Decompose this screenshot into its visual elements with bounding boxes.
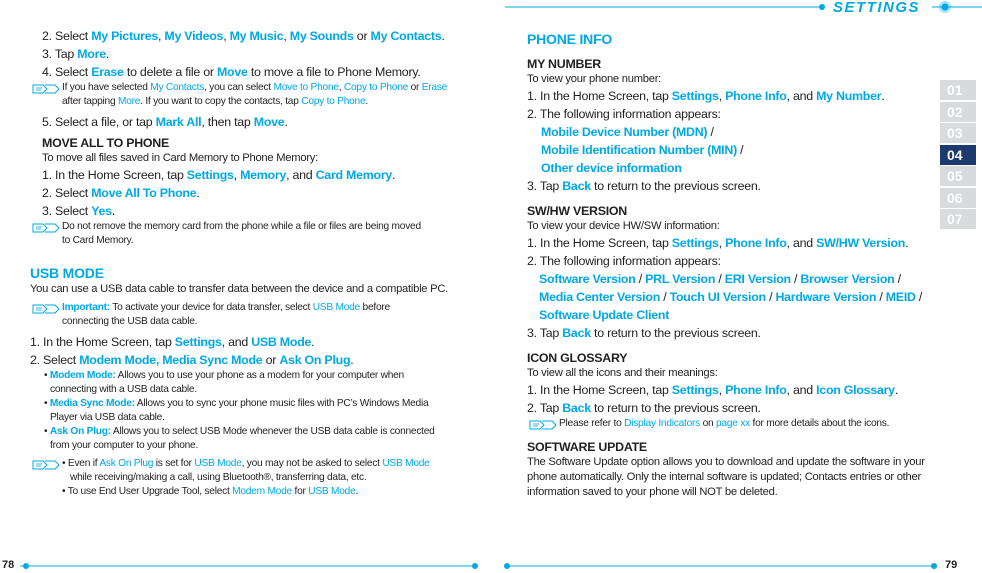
note-usb-tips: • Even if Ask On Plug is set for USB Mode, you may not be asked to select USB Mode while receiving/making a call, using Bluetooth®, transferring data, etc. • To use End User Upgrade Tool, select Modem Mode for USB Mode. xyxy=(30,457,450,499)
bullet-media-sync-mode: • Media Sync Mode: Allows you to sync your phone music files with PC’s Windows Media Player via USB data cable. xyxy=(44,398,429,423)
icon-glossary-step-2: 2. Tap Back to return to the previous screen. xyxy=(527,401,761,415)
note-icon xyxy=(529,418,557,432)
bullet-modem-mode: • Modem Mode: Allows you to use your phone as a modem for your computer when connecting with a USB data cable. xyxy=(44,370,404,395)
chapter-tab-06[interactable]: 06 xyxy=(940,188,976,208)
display-indicators-link[interactable]: Display Indicators xyxy=(624,418,700,429)
note-icon xyxy=(32,458,60,472)
bullet-ask-on-plug: • Ask On Plug: Allows you to select USB Mode whenever the USB data cable is connected from your computer to your phone. xyxy=(44,426,435,451)
swhw-items-line-3: Software Update Client xyxy=(539,308,670,322)
swhw-intro: To view your device HW/SW information: xyxy=(527,220,720,232)
move-all-step-1: 1. In the Home Screen, tap Settings, Memory, and Card Memory. xyxy=(42,168,396,182)
right-page xyxy=(527,30,927,500)
page-number-right: 79 xyxy=(945,559,958,571)
step-3: 3. Tap More. xyxy=(42,47,110,61)
chapter-tab-01[interactable]: 01 xyxy=(940,80,976,100)
my-number-step-2: 2. The following information appears: xyxy=(527,107,721,121)
step-4: 4. Select Erase to delete a file or Move to move a file to Phone Memory. xyxy=(42,65,421,79)
heading-icon-glossary: ICON GLOSSARY xyxy=(527,351,628,365)
heading-software-update: SOFTWARE UPDATE xyxy=(527,440,647,454)
my-number-step-1: 1. In the Home Screen, tap Settings, Phone Info, and My Number. xyxy=(527,89,885,103)
software-update-line-2: phone automatically. Only the internal software is updated; Contacts entries or other xyxy=(527,471,921,483)
move-all-step-2: 2. Select Move All To Phone. xyxy=(42,186,200,200)
step-2: 2. Select My Pictures, My Videos, My Music, My Sounds or My Contacts. xyxy=(42,29,445,43)
info-min: Mobile Identification Number (MIN) / xyxy=(541,143,744,157)
chapter-tab-07[interactable]: 07 xyxy=(940,209,976,229)
usb-intro: You can use a USB data cable to transfer data between the device and a compatible PC. xyxy=(30,283,449,295)
icon-glossary-intro: To view all the icons and their meanings: xyxy=(527,367,718,379)
heading-move-all: MOVE ALL TO PHONE xyxy=(42,136,170,150)
heading-sw-hw-version: SW/HW VERSION xyxy=(527,204,628,218)
note-display-indicators: Please refer to Display Indicators on page xx for more details about the icons. xyxy=(527,417,927,431)
heading-phone-info: PHONE INFO xyxy=(527,31,613,47)
swhw-step-2: 2. The following information appears: xyxy=(527,254,721,268)
left-page xyxy=(30,27,450,499)
icon-glossary-step-1: 1. In the Home Screen, tap Settings, Phone Info, and Icon Glossary. xyxy=(527,383,899,397)
note-icon xyxy=(32,302,60,316)
swhw-items-line-1: Software Version / PRL Version / ERI Version / Browser Version / xyxy=(539,272,901,286)
step-5: 5. Select a file, or tap Mark All, then tap Move. xyxy=(42,115,288,129)
chapter-tab-04[interactable]: 04 xyxy=(940,145,976,165)
note-icon xyxy=(32,221,60,235)
chapter-tab-02[interactable]: 02 xyxy=(940,102,976,122)
note-my-contacts: If you have selected My Contacts, you can select Move to Phone, Copy to Phone or Erase after tapping More. If you want to copy the contacts, tap Copy to Phone. xyxy=(30,81,450,109)
swhw-step-3: 3. Tap Back to return to the previous screen. xyxy=(527,326,761,340)
note-important: Important: To activate your device for data transfer, select USB Mode before connecting the USB data cable. xyxy=(30,301,450,329)
chapter-tabs xyxy=(940,80,976,231)
swhw-items-line-2: Media Center Version / Touch UI Version / Hardware Version / MEID / xyxy=(539,290,923,304)
chapter-tab-05[interactable]: 05 xyxy=(940,166,976,186)
my-number-intro: To view your phone number: xyxy=(527,73,662,85)
swhw-step-1: 1. In the Home Screen, tap Settings, Phone Info, and SW/HW Version. xyxy=(527,236,909,250)
info-mdn: Mobile Device Number (MDN) / xyxy=(541,125,714,139)
move-all-step-3: 3. Select Yes. xyxy=(42,204,116,218)
page-number-left: 78 xyxy=(2,559,15,571)
heading-my-number: MY NUMBER xyxy=(527,57,601,71)
usb-step-2: 2. Select Modem Mode, Media Sync Mode or Ask On Plug. xyxy=(30,353,354,367)
move-all-intro: To move all files saved in Card Memory to Phone Memory: xyxy=(42,152,318,164)
chapter-tab-03[interactable]: 03 xyxy=(940,123,976,143)
usb-step-1: 1. In the Home Screen, tap Settings, and USB Mode. xyxy=(30,335,315,349)
heading-usb-mode: USB MODE xyxy=(30,265,104,281)
software-update-line-3: information saved to your phone will NOT be deleted. xyxy=(527,486,778,498)
software-update-line-1: The Software Update option allows you to download and update the software in your xyxy=(527,456,925,468)
note-memory-card: Do not remove the memory card from the phone while a file or files are being moved to Card Memory. xyxy=(30,220,450,248)
my-number-step-3: 3. Tap Back to return to the previous screen. xyxy=(527,179,761,193)
note-icon xyxy=(32,82,60,96)
page-ref-link[interactable]: page xx xyxy=(716,418,750,429)
info-other: Other device information xyxy=(541,161,682,175)
footer-rule xyxy=(0,559,982,573)
section-title: SETTINGS xyxy=(833,0,921,16)
